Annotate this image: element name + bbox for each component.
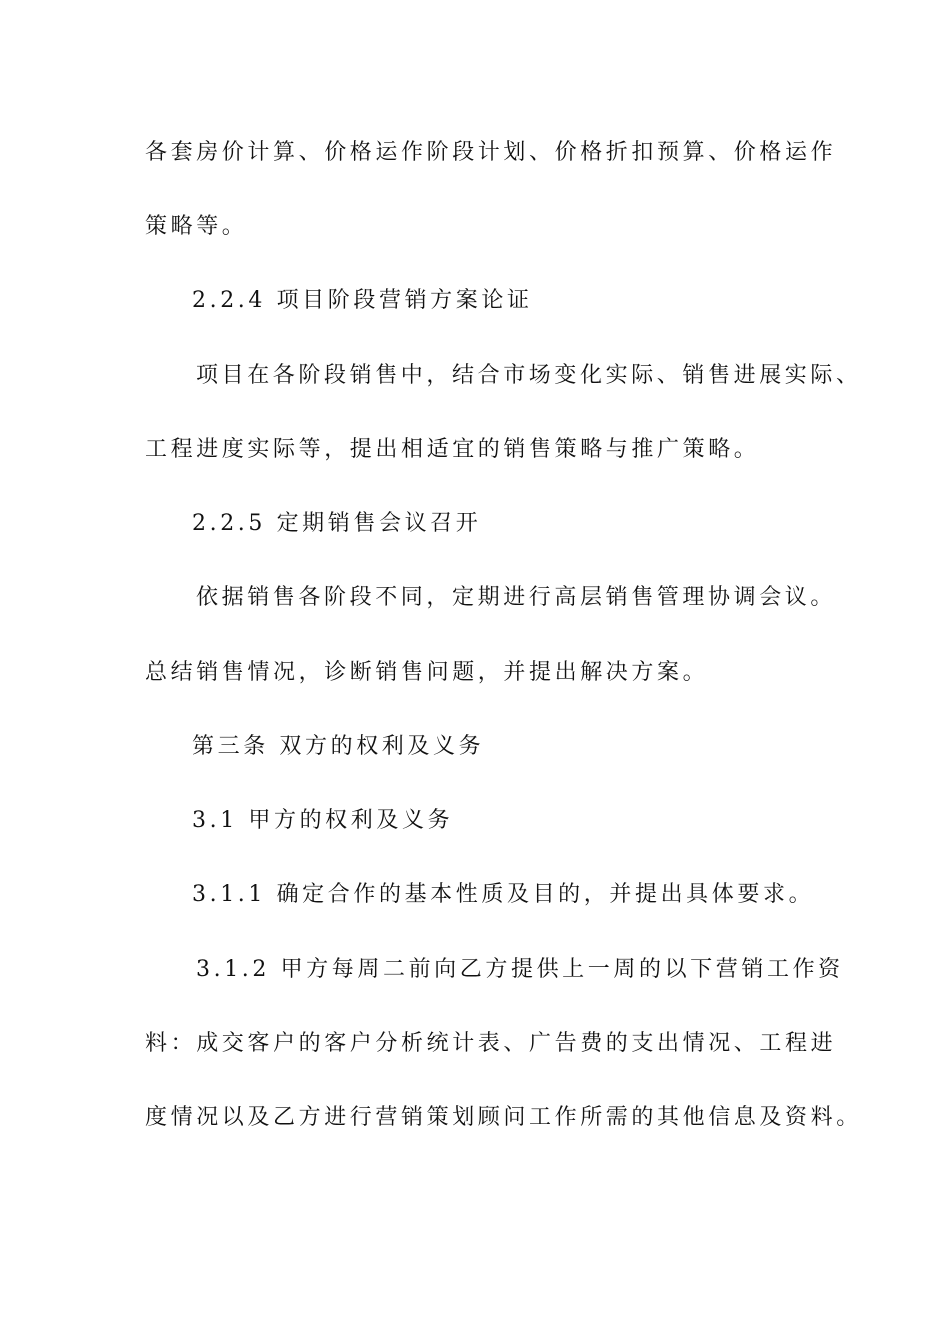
paragraph-line: 依据销售各阶段不同，定期进行高层销售管理协调会议。	[196, 585, 837, 610]
paragraph-line: 度情况以及乙方进行营销策划顾问工作所需的其他信息及资料。	[145, 1105, 862, 1130]
paragraph-line: 各套房价计算、价格运作阶段计划、价格折扣预算、价格运作	[145, 140, 837, 165]
section-heading-2-2-4: 2.2.4 项目阶段营销方案论证	[192, 288, 533, 313]
article-heading-3: 第三条 双方的权利及义务	[192, 734, 485, 759]
clause-3-1-2: 3.1.2 甲方每周二前向乙方提供上一周的以下营销工作资	[196, 957, 844, 982]
clause-3-1-1: 3.1.1 确定合作的基本性质及目的，并提出具体要求。	[192, 882, 815, 907]
section-heading-3-1: 3.1 甲方的权利及义务	[192, 808, 454, 833]
paragraph-line: 料：成交客户的客户分析统计表、广告费的支出情况、工程进	[145, 1031, 837, 1056]
section-heading-2-2-5: 2.2.5 定期销售会议召开	[192, 511, 482, 536]
paragraph-line: 总结销售情况，诊断销售问题，并提出解决方案。	[145, 660, 709, 685]
paragraph-line: 策略等。	[145, 214, 248, 239]
paragraph-line: 项目在各阶段销售中，结合市场变化实际、销售进展实际、	[196, 363, 862, 388]
paragraph-line: 工程进度实际等，提出相适宜的销售策略与推广策略。	[145, 437, 760, 462]
